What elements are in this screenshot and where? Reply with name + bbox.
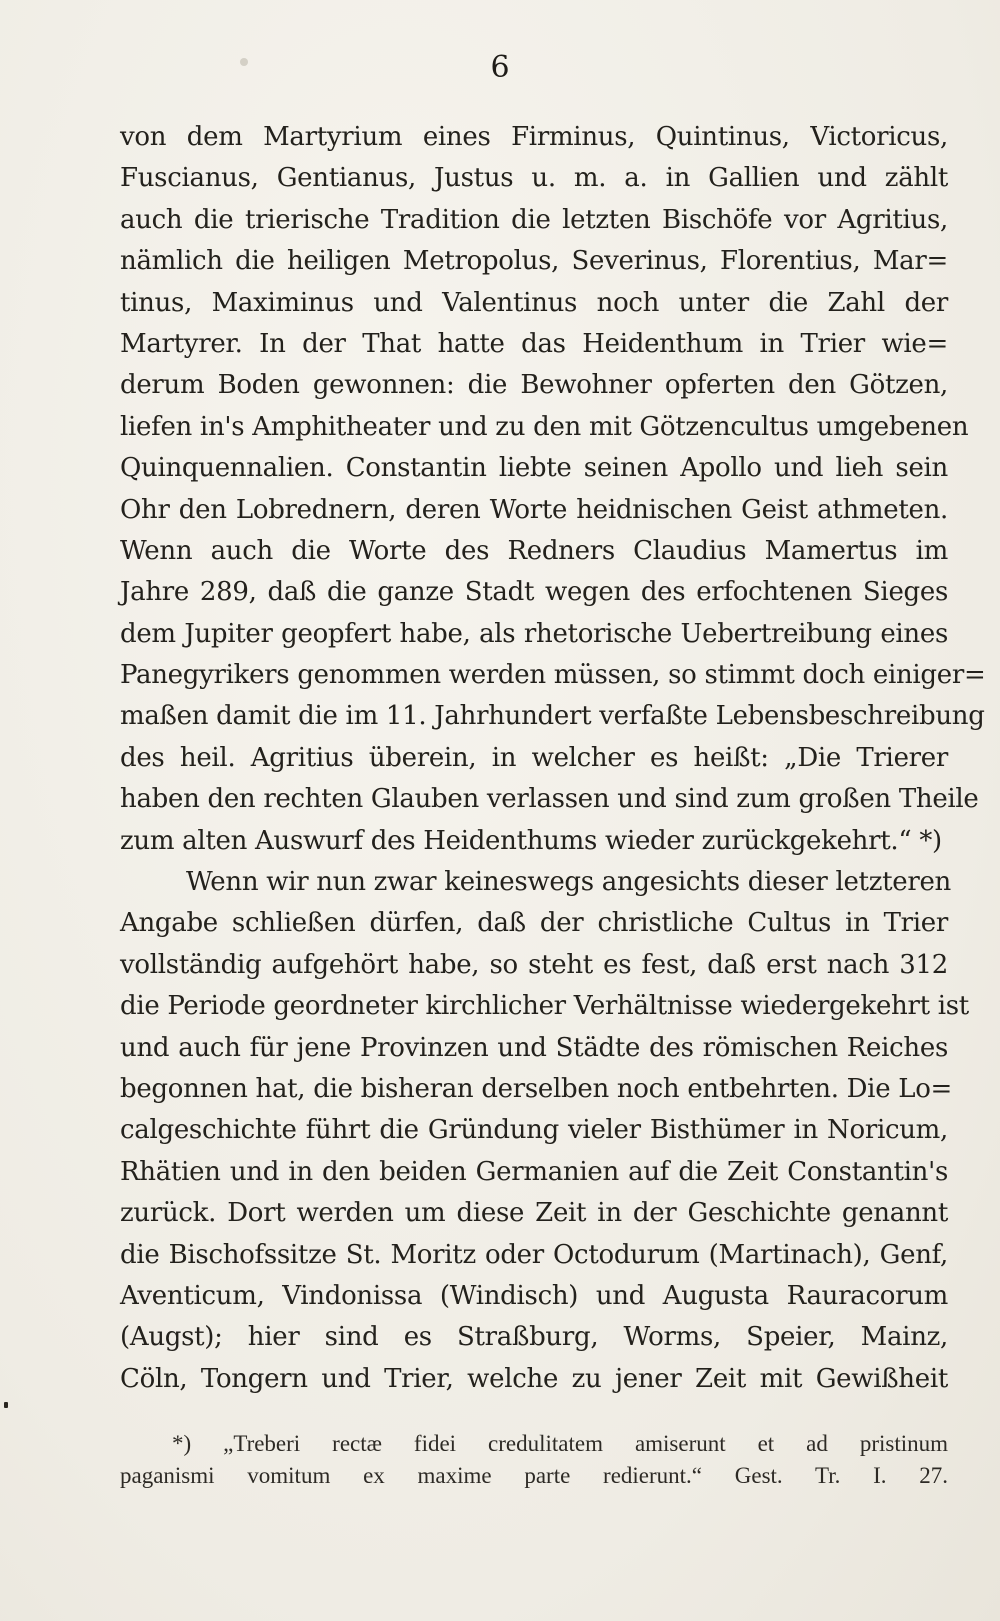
text-line: Angabe schließen dürfen, daß der christliche Cultus in Trier bbox=[120, 908, 948, 939]
text-line: die Bischofssitze St. Moritz oder Octodurum (Martinach), Genf, bbox=[120, 1239, 948, 1270]
text-line: Wenn auch die Worte des Redners Claudius Mamertus im bbox=[120, 535, 948, 566]
main-text bbox=[120, 117, 986, 1400]
text-line: Rhätien und in den beiden Germanien auf die Zeit Constantin's bbox=[120, 1156, 948, 1187]
text-line: Martyrer. In der That hatte das Heidenthum in Trier wie= bbox=[120, 328, 948, 359]
text-line: dem Jupiter geopfert habe, als rhetorische Uebertreibung eines bbox=[120, 618, 948, 649]
footnote bbox=[120, 1428, 948, 1492]
text-line: begonnen hat, die bisheran derselben noch entbehrten. Die Lo= bbox=[120, 1073, 953, 1104]
page-number: 6 bbox=[490, 50, 510, 85]
text-line: die Periode geordneter kirchlicher Verhältnisse wiedergekehrt ist bbox=[120, 991, 969, 1022]
text-line: calgeschichte führt die Gründung vieler Bisthümer in Noricum, bbox=[120, 1115, 948, 1146]
text-line: maßen damit die im 11. Jahrhundert verfaßte Lebensbeschreibung bbox=[120, 701, 985, 732]
text-line: Aventicum, Vindonissa (Windisch) und Augusta Rauracorum bbox=[120, 1280, 948, 1311]
text-line: und auch für jene Provinzen und Städte des römischen Reiches bbox=[120, 1032, 948, 1063]
text-line: auch die trierische Tradition die letzten Bischöfe vor Agritius, bbox=[120, 204, 948, 235]
text-line: vollständig aufgehört habe, so steht es fest, daß erst nach 312 bbox=[120, 949, 948, 980]
text-line: des heil. Agritius überein, in welcher es heißt: „Die Trierer bbox=[120, 742, 948, 773]
margin-mark bbox=[4, 1402, 8, 1408]
text-line: derum Boden gewonnen: die Bewohner opferten den Götzen, bbox=[120, 370, 948, 401]
text-line: Quinquennalien. Constantin liebte seinen Apollo und lieh sein bbox=[120, 453, 948, 484]
text-line: zurück. Dort werden um diese Zeit in der Geschichte genannt bbox=[120, 1198, 948, 1229]
text-line: tinus, Maximinus und Valentinus noch unter die Zahl der bbox=[120, 287, 948, 318]
text-line: haben den rechten Glauben verlassen und sind zum großen Theile bbox=[120, 784, 979, 815]
text-line: Jahre 289, daß die ganze Stadt wegen des erfochtenen Sieges bbox=[120, 577, 948, 608]
text-line: liefen in's Amphitheater und zu den mit Götzencultus umgebenen bbox=[120, 411, 969, 442]
text-line: Ohr den Lobrednern, deren Worte heidnischen Geist athmeten. bbox=[120, 494, 948, 525]
footnote-line: paganismi vomitum ex maxime parte redierunt.“ Gest. Tr. I. 27. bbox=[120, 1463, 948, 1488]
text-line: Cöln, Tongern und Trier, welche zu jener Zeit mit Gewißheit bbox=[120, 1363, 948, 1394]
text-line-paragraph-start: Wenn wir nun zwar keineswegs angesichts dieser letzteren bbox=[186, 867, 951, 898]
text-line-paragraph-end: zum alten Auswurf des Heidenthums wieder zurückgekehrt.“ *) bbox=[120, 825, 942, 856]
text-line: nämlich die heiligen Metropolus, Severinus, Florentius, Mar= bbox=[120, 246, 948, 277]
text-line: (Augst); hier sind es Straßburg, Worms, Speier, Mainz, bbox=[120, 1322, 948, 1353]
text-line: Fuscianus, Gentianus, Justus u. m. a. in Gallien und zählt bbox=[120, 163, 948, 194]
footnote-line: *) „Treberi rectæ fidei credulitatem amiserunt et ad pristinum bbox=[172, 1431, 948, 1456]
text-line: von dem Martyrium eines Firminus, Quintinus, Victoricus, bbox=[120, 122, 948, 152]
text-line: Panegyrikers genommen werden müssen, so stimmt doch einiger= bbox=[120, 660, 986, 691]
